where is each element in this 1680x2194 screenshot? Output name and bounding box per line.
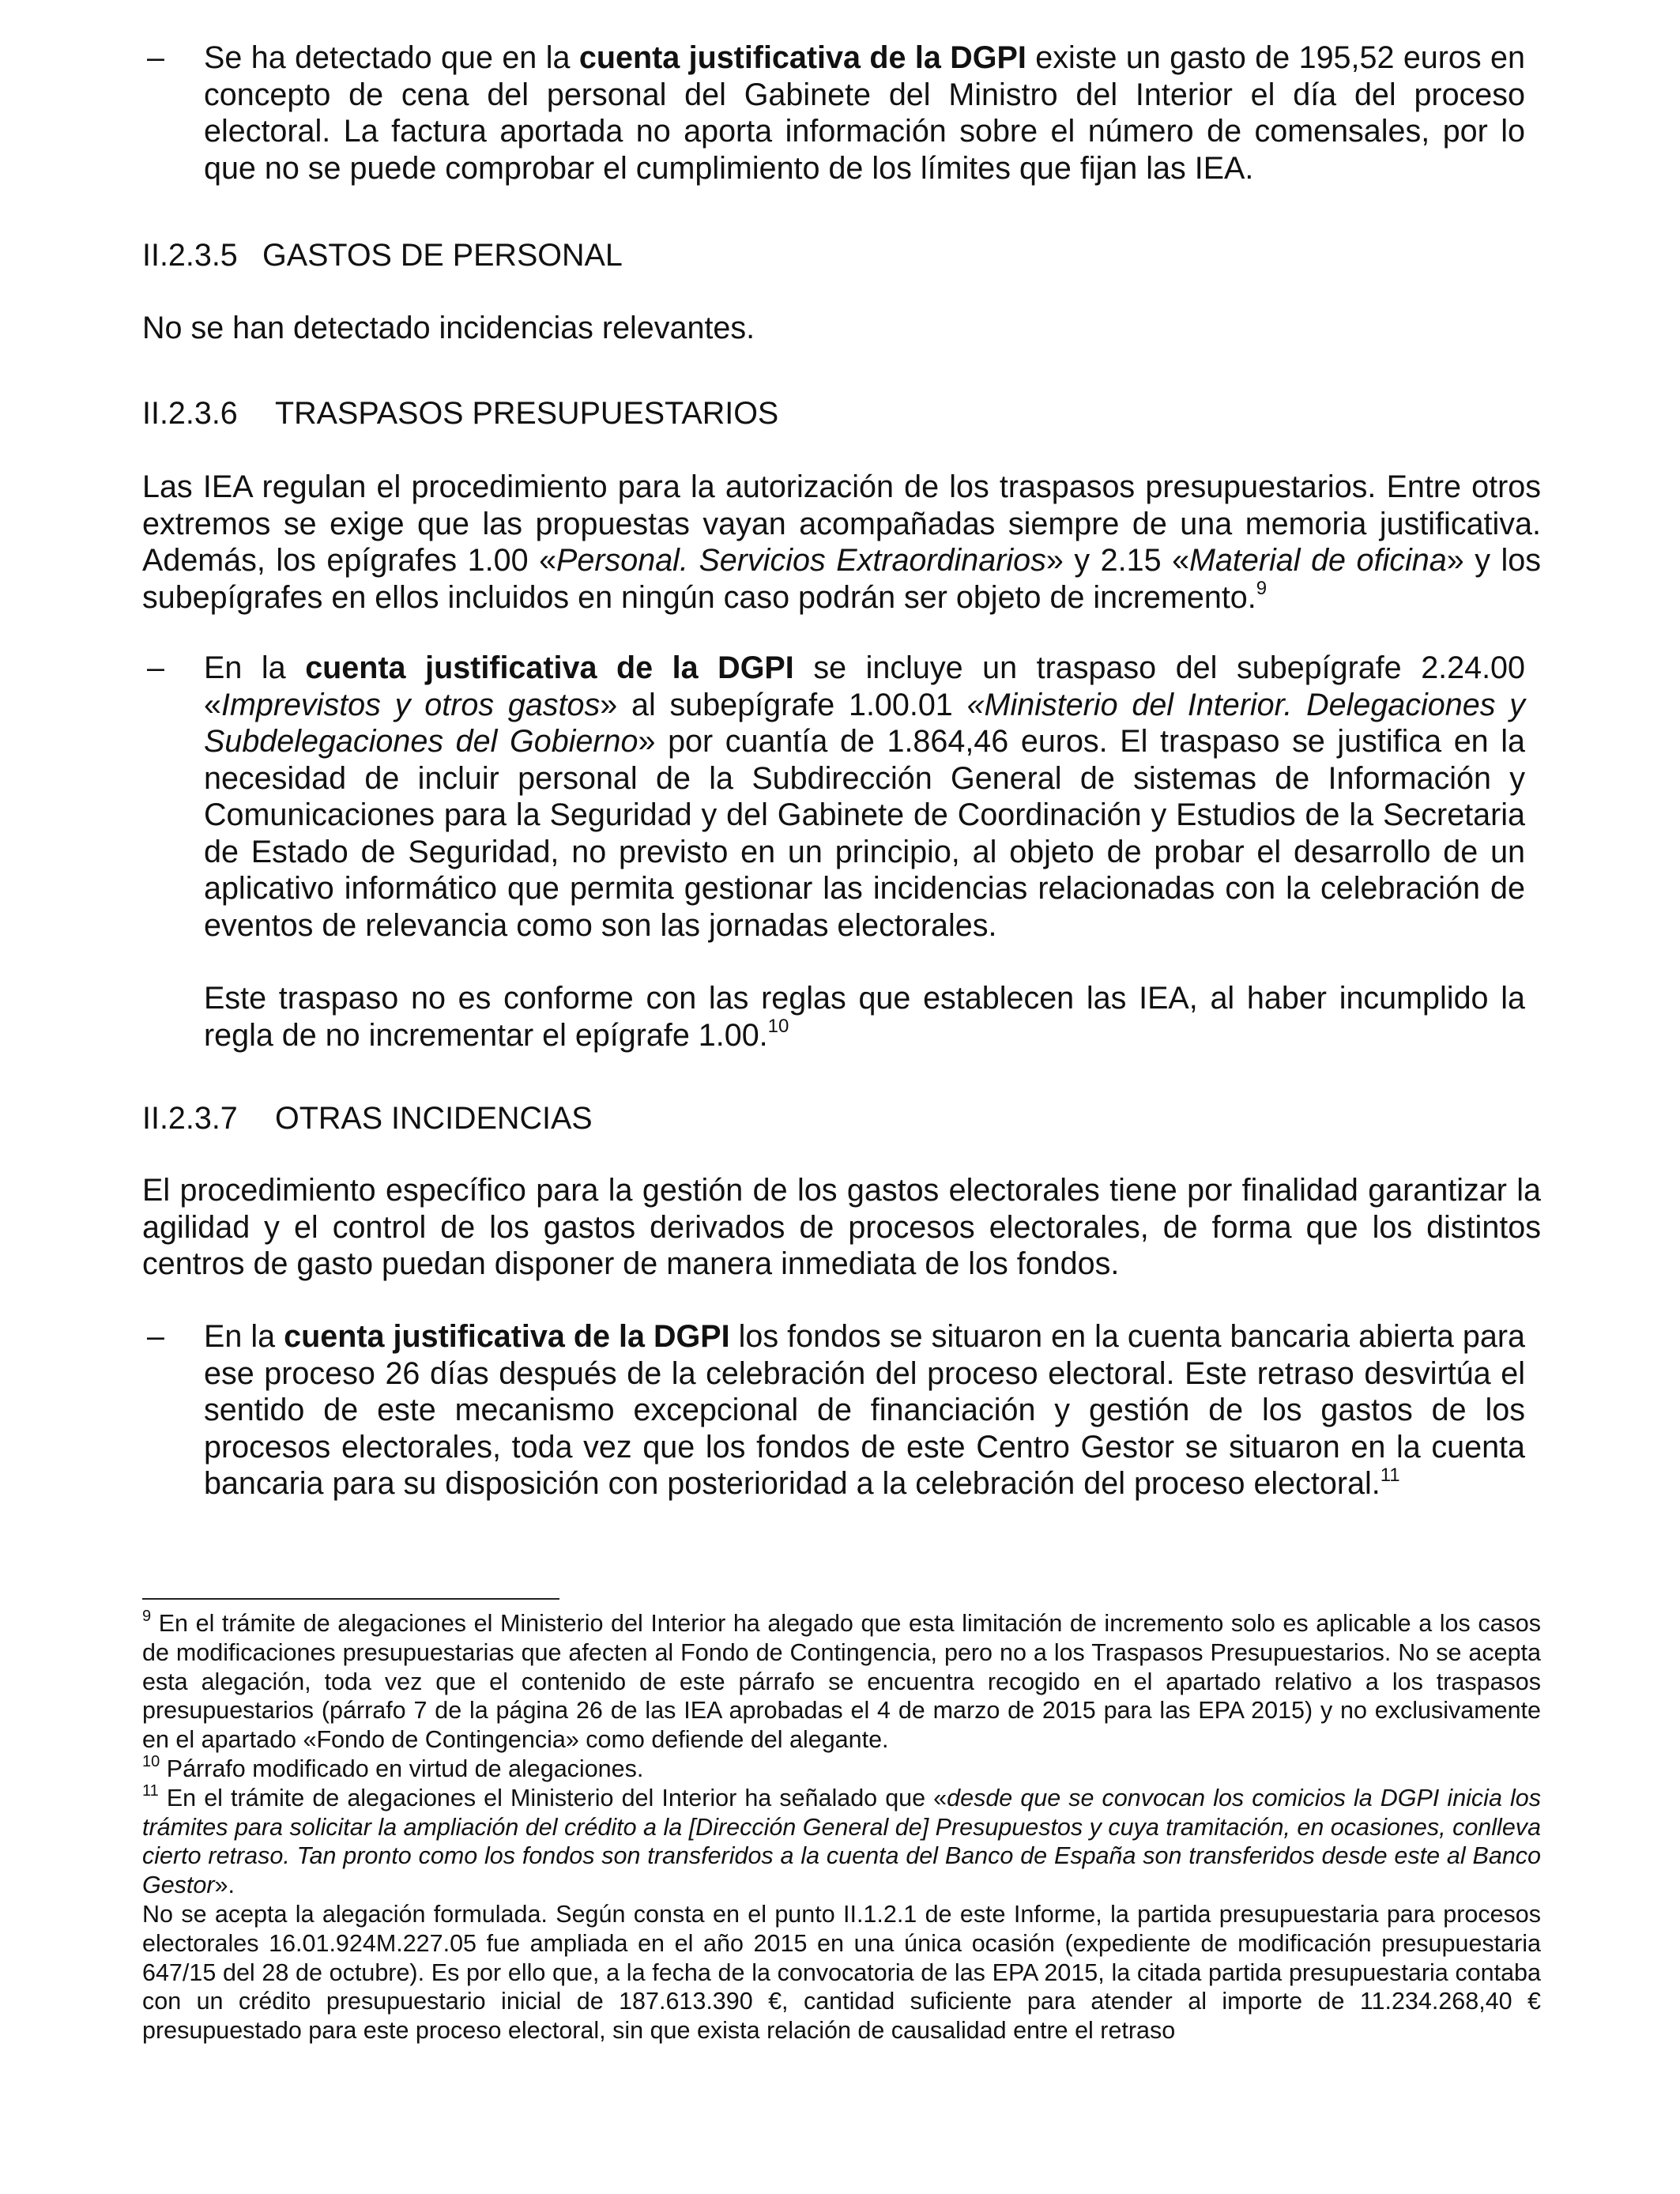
footnote-ref-9[interactable]: 9 [1256,578,1268,600]
footnote-ref-11[interactable]: 11 [1380,1464,1400,1486]
footnote-10: $^{10}$ Párrafo modificado en virtud de alegaciones. [142,1752,644,1782]
footnotes [142,1609,1541,2045]
paragraph-traspasos-iea: Las IEA regulan el procedimiento para la autorización de los traspasos presupuestarios. Entre otros extremos se exige que las propuestas vayan acompañadas siempre de una memoria justificativa. Además, los epígrafes 1.00 «Personal. Servicios Extraordinarios» y 2.15 «Material de oficina» y los subepígrafes en ellos incluidos en ningún caso podrán ser objeto de incremento.$^9$ [142,469,1541,615]
paragraph: Se ha detectado que en la cuenta justificativa de la DGPI existe un gasto de 195,52 euros en concepto de cena del personal del Gabinete del Ministro del Interior el día del proceso electoral. La factura aportada no aporta información sobre el número de comensales, por lo que no se puede comprobar el cumplimiento de los límites que fijan las IEA. [204,40,1525,186]
bullet-traspaso-dgpi: – En la cuenta justificativa de la DGPI se incluye un traspaso del subepígrafe 2.24.00 «Imprevistos y otros gastos» al subepígrafe 1.00.01 «Ministerio del Interior. Delegaciones y Subdelegaciones del Gobierno» por cuantía de 1.864,46 euros. El traspaso se justifica en la necesidad de incluir personal de la Subdirección General de sistemas de Información y Comunicaciones para la Seguridad y del Gabinete de Coordinación y Estudios de la Secretaria de Estado de Seguridad, no previsto en un principio, al objeto de probar el desarrollo de un aplicativo informático que permita gestionar las incidencias relacionadas con la celebración de eventos de relevancia como son las jornadas electorales. Este traspaso no es conforme con las reglas que establecen las IEA, al haber incumplido la regla de no incrementar el epígrafe 1.00.10 [147,650,1526,1053]
bullet-dash: – [147,1319,164,1354]
footnote-ref-10[interactable]: 10 [767,1016,789,1038]
bullet-cena-personal [147,40,1525,187]
bullet-dash: – [147,650,164,685]
footnote-11-continued: No se acepta la alegación formulada. Según consta en el punto II.1.2.1 de este Informe, la partida presupuestaria para procesos electorales 16.01.924M.227.05 fue ampliada en el año 2015 en una única ocasión (expediente de modificación presupuestaria 647/15 del 28 de octubre). Es por ello que, a la fecha de la convocatoria de las EPA 2015, la citada partida presupuestaria contaba con un crédito presupuestario inicial de 187.613.390 €, cantidad suficiente para atender al importe de 11.234.268,40 € presupuestado para este proceso electoral, sin que exista relación de causalidad entre el retraso [142,1900,1541,2045]
heading-traspasos: II.2.3.6 TRASPASOS PRESUPUESTARIOS [142,396,779,431]
paragraph-gastos-personal: No se han detectado incidencias relevantes. [142,311,755,345]
paragraph-procedimiento: El procedimiento específico para la gestión de los gastos electorales tiene por finalidad garantizar la agilidad y el control de los gastos derivados de procesos electorales, de forma que los distintos centros de gasto puedan disponer de manera inmediata de los fondos. [142,1173,1541,1281]
heading-otras-incidencias: II.2.3.7 OTRAS INCIDENCIAS [142,1101,593,1136]
footnote-9: $^9$ En el trámite de alegaciones el Ministerio del Interior ha alegado que esta limitación de incremento solo es aplicable a los casos de modificaciones presupuestarias que afecten al Fondo de Contingencia, pero no a los Traspasos Presupuestarios. No se acepta esta alegación, toda vez que el contenido de este párrafo se encuentra recogido en el apartado relativo a los traspasos presupuestarios (párrafo 7 de la página 26 de las IEA aprobadas el 4 de marzo de 2015 para las EPA 2015) y no exclusivamente en el apartado «Fondo de Contingencia» como defiende del alegante. [142,1607,1541,1754]
heading-gastos-personal: II.2.3.5 GASTOS DE PERSONAL [142,238,623,273]
footnote-11: $^{11}$ En el trámite de alegaciones el Ministerio del Interior ha señalado que «desde que se convocan los comicios la DGPI inicia los trámites para solicitar la ampliación del crédito a la [Dirección General de] Presupuestos y cuya tramitación, en ocasiones, conlleva cierto retraso. Tan pronto como los fondos son transferidos a la cuenta del Banco de España son transferidos desde este al Banco Gestor». [142,1781,1541,1899]
bullet-fondos-dgpi: – En la cuenta justificativa de la DGPI los fondos se situaron en la cuenta bancaria abierta para ese proceso 26 días después de la celebración del proceso electoral. Este retraso desvirtúa el sentido de este mecanismo excepcional de financiación y gestión de los gastos de los procesos electorales, toda vez que los fondos de este Centro Gestor se situaron en la cuenta bancaria para su disposición con posterioridad a la celebración del proceso electoral.$^{11}$ [147,1319,1525,1501]
footnote-separator [142,1598,559,1600]
bullet-dash: – [147,40,164,75]
